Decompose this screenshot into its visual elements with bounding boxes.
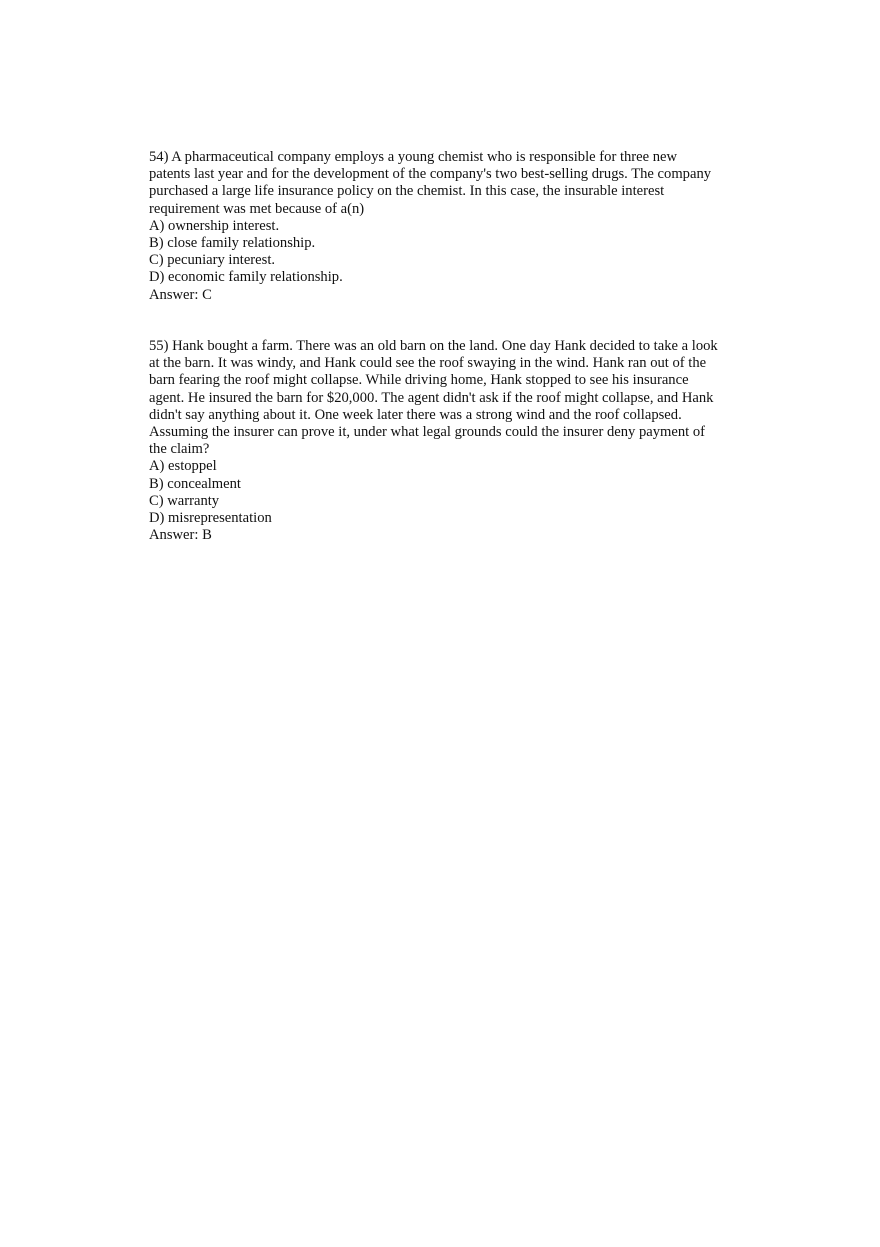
option-c: C) pecuniary interest. [149,252,276,269]
question-stem-line: purchased a large life insurance policy on the chemist. In this case, the insurable interest [149,183,665,200]
question-stem-line: the claim? [149,441,210,458]
question-stem-line: at the barn. It was windy, and Hank could see the roof swaying in the wind. Hank ran out of the [149,355,707,372]
answer: Answer: C [149,286,212,303]
answer: Answer: B [149,527,212,544]
option-a: A) ownership interest. [149,217,280,234]
question-stem-line: Assuming the insurer can prove it, under what legal grounds could the insurer deny payment of [149,424,706,441]
question-stem-line: 55) Hank bought a farm. There was an old barn on the land. One day Hank decided to take a look [149,338,718,354]
option-d: D) economic family relationship. [149,269,343,286]
option-a: A) estoppel [149,458,217,475]
question-stem-line: patents last year and for the development of the company's two best-selling drugs. The company [149,166,712,183]
option-b: B) concealment [149,475,241,492]
option-b: B) close family relationship. [149,235,316,252]
option-c: C) warranty [149,492,220,509]
question-stem-line: requirement was met because of a(n) [149,200,365,217]
question-stem-line: didn't say anything about it. One week later there was a strong wind and the roof collapsed. [149,406,682,423]
question-55 [149,338,718,544]
question-stem-line: agent. He insured the barn for $20,000. The agent didn't ask if the roof might collapse, and Hank [149,389,714,406]
question-stem-line: 54) A pharmaceutical company employs a young chemist who is responsible for three new [149,149,678,165]
question-54 [149,149,711,304]
option-d: D) misrepresentation [149,510,272,527]
question-stem-line: barn fearing the roof might collapse. While driving home, Hank stopped to see his insurance [149,372,689,389]
